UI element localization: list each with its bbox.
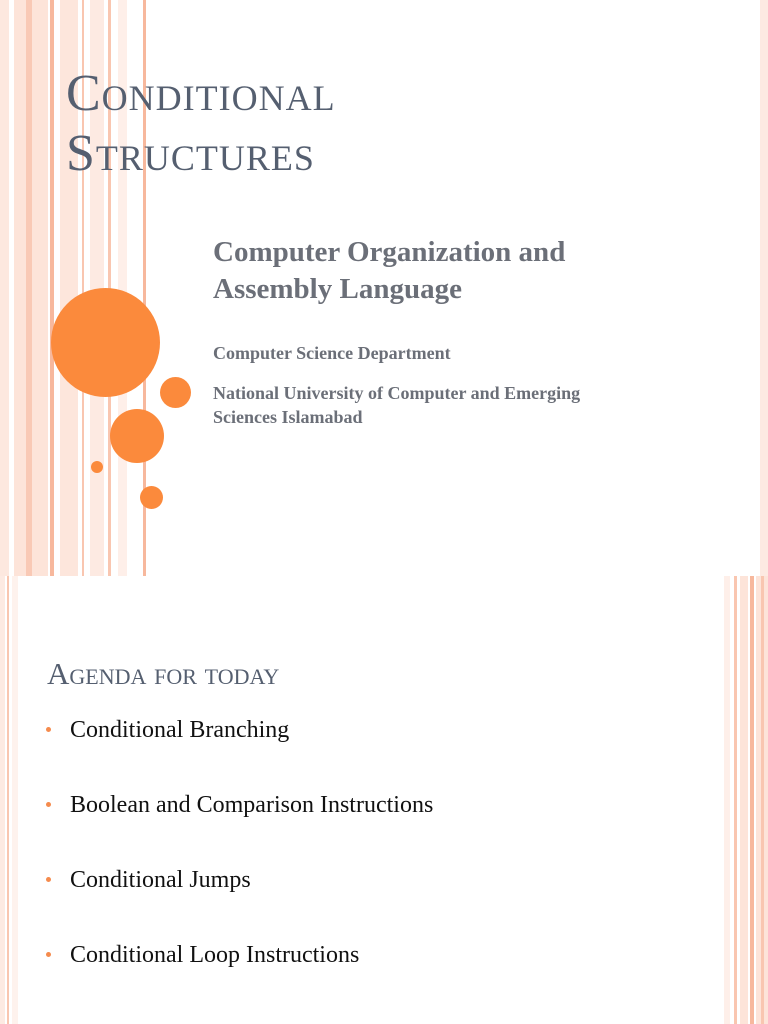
slide-subtitle — [213, 234, 733, 308]
agenda-item-text: Boolean and Comparison Instructions — [70, 792, 434, 818]
slide-subtitle-line: Computer Organization and — [213, 236, 566, 268]
bullet-icon — [46, 727, 51, 732]
tiny-orange-circle — [91, 461, 103, 473]
agenda-item — [0, 708, 433, 783]
agenda-item — [0, 933, 433, 1008]
bullet-icon — [46, 877, 51, 882]
slide-title-line: Structures — [66, 125, 315, 182]
bullet-icon — [46, 802, 51, 807]
small-orange-circle-bottom — [140, 486, 163, 509]
agenda-item-text: Conditional Branching — [70, 717, 290, 743]
large-orange-circle — [51, 288, 160, 397]
agenda-item — [0, 858, 433, 933]
agenda-item — [0, 783, 433, 858]
slide-title — [66, 64, 336, 184]
agenda-slide — [0, 576, 768, 1024]
small-orange-circle — [160, 377, 191, 408]
university-name-line: National University of Computer and Emerging — [213, 383, 581, 403]
slide-subtitle-line: Assembly Language — [213, 273, 462, 305]
agenda-title: Agenda for today — [47, 656, 280, 691]
agenda-list — [0, 708, 433, 1008]
slide-title-line: Conditional — [66, 65, 336, 122]
bullet-icon — [46, 952, 51, 957]
university-name — [213, 381, 733, 429]
agenda-item-text: Conditional Jumps — [70, 867, 251, 893]
agenda-item-text: Conditional Loop Instructions — [70, 942, 360, 968]
university-name-line: Sciences Islamabad — [213, 407, 363, 427]
department-name: Computer Science Department — [213, 343, 451, 363]
decorative-stripe-right — [760, 0, 768, 576]
medium-orange-circle — [110, 409, 164, 463]
